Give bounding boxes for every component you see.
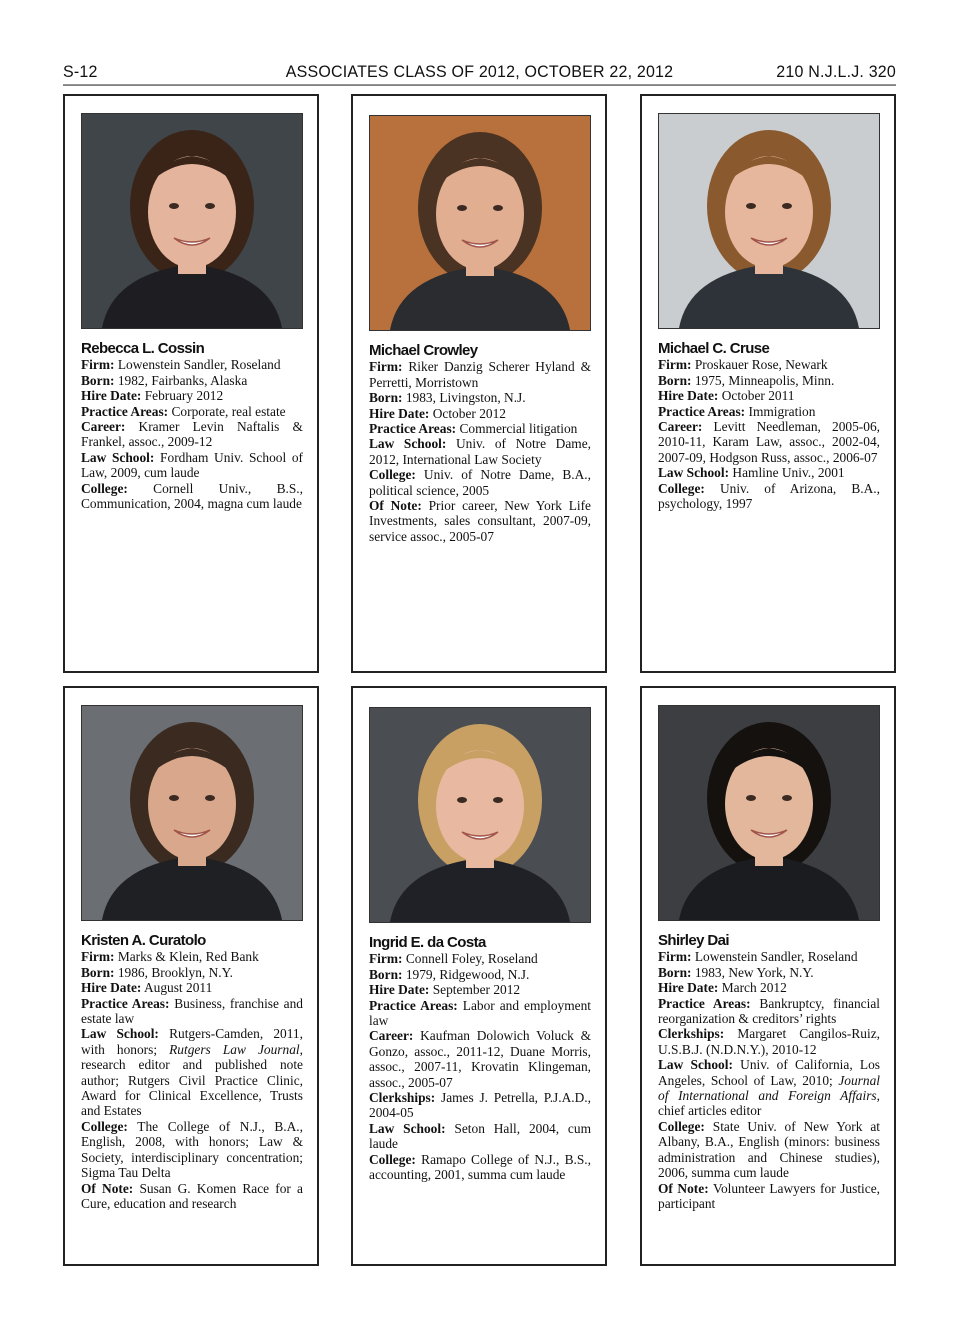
bio-field bbox=[369, 1028, 591, 1090]
field-label: Firm: bbox=[658, 949, 692, 965]
bio-field bbox=[81, 357, 303, 372]
field-value: The College of N.J., B.A., English, 2008, with honors; Law & Society, interdisciplinary concentration; Sigma Tau Delta bbox=[81, 1118, 303, 1181]
bio-field bbox=[81, 1119, 303, 1181]
field-label: Practice Areas: bbox=[81, 403, 169, 419]
field-value: Marks & Klein, Red Bank bbox=[117, 949, 259, 965]
field-value: Connell Foley, Roseland bbox=[405, 951, 538, 967]
field-label: Firm: bbox=[81, 949, 115, 965]
field-value: Corporate, real estate bbox=[171, 403, 286, 419]
associate-name: Ingrid E. da Costa bbox=[369, 934, 486, 951]
field-label: Born: bbox=[658, 372, 692, 388]
field-label: College: bbox=[658, 480, 705, 496]
field-label: Hire Date: bbox=[369, 405, 430, 421]
associate-bio bbox=[81, 341, 303, 511]
portrait-illustration bbox=[82, 706, 302, 920]
associate-photo bbox=[369, 115, 591, 331]
field-value: Bankruptcy, financial reorganization & creditors’ rights bbox=[658, 995, 880, 1027]
field-value: 1986, Brooklyn, N.Y. bbox=[117, 964, 233, 980]
associate-card bbox=[640, 94, 896, 673]
associate-bio bbox=[369, 343, 591, 544]
field-value: Levitt Needleman, 2005-06, 2010-11, Karam Law, assoc., 2002-04, 2007-09, Hodgson Russ, assoc., 2006-07 bbox=[658, 419, 880, 465]
portrait-illustration bbox=[370, 708, 590, 922]
field-label: Of Note: bbox=[658, 1180, 709, 1196]
field-value: Univ. of Arizona, B.A., psychology, 1997 bbox=[658, 480, 880, 512]
field-label: Hire Date: bbox=[81, 388, 142, 404]
bio-field bbox=[658, 388, 880, 403]
associate-name: Michael C. Cruse bbox=[658, 340, 770, 357]
associate-photo bbox=[658, 705, 880, 921]
bio-field bbox=[658, 357, 880, 372]
bio-field bbox=[658, 1181, 880, 1212]
field-label: Hire Date: bbox=[658, 388, 719, 404]
bio-field bbox=[81, 1026, 303, 1118]
field-value: August 2011 bbox=[143, 980, 213, 996]
field-label: Practice Areas: bbox=[81, 995, 170, 1011]
field-label: Clerkships: bbox=[369, 1090, 436, 1106]
journal-citation: 210 N.J.L.J. 320 bbox=[776, 63, 896, 82]
bio-field bbox=[658, 465, 880, 480]
field-label: Firm: bbox=[81, 357, 115, 373]
field-label: Practice Areas: bbox=[658, 995, 751, 1011]
field-value: February 2012 bbox=[144, 388, 224, 404]
field-label: Born: bbox=[369, 966, 403, 982]
field-label: Firm: bbox=[369, 951, 403, 967]
field-value: 1983, New York, N.Y. bbox=[694, 964, 814, 980]
bio-field bbox=[81, 949, 303, 964]
field-label: Law School: bbox=[81, 1026, 159, 1042]
field-label: College: bbox=[81, 1118, 128, 1134]
associate-card bbox=[63, 94, 319, 673]
bio-field bbox=[658, 419, 880, 465]
bio-field bbox=[658, 996, 880, 1027]
field-value: Lowenstein Sandler, Roseland bbox=[694, 949, 858, 965]
field-label: Hire Date: bbox=[369, 982, 430, 998]
field-label: Law School: bbox=[369, 436, 447, 452]
field-value: Kramer Levin Naftalis & Frankel, assoc., 2009-12 bbox=[81, 419, 303, 450]
bio-field bbox=[658, 949, 880, 964]
field-value: Ramapo College of N.J., B.S., accounting, 2001, summa cum laude bbox=[369, 1151, 591, 1183]
associate-bio bbox=[658, 341, 880, 511]
field-value: Proskauer Rose, Newark bbox=[694, 357, 828, 373]
field-value: Prior career, New York Life Investments, sales consultant, 2007-09, service assoc., 2005-07 bbox=[369, 498, 591, 544]
field-value: 1983, Livingston, N.J. bbox=[405, 390, 526, 406]
bio-field bbox=[658, 965, 880, 980]
associate-name: Michael Crowley bbox=[369, 342, 478, 359]
associate-name: Shirley Dai bbox=[658, 932, 729, 949]
associate-card bbox=[351, 94, 607, 673]
associate-name: Rebecca L. Cossin bbox=[81, 340, 205, 357]
field-value: James J. Petrella, P.J.A.D., 2004-05 bbox=[369, 1090, 591, 1121]
field-label: College: bbox=[369, 467, 416, 483]
bio-field bbox=[81, 481, 303, 512]
bio-field bbox=[369, 406, 591, 421]
field-value: Hamline Univ., 2001 bbox=[732, 465, 845, 481]
bio-field bbox=[81, 450, 303, 481]
field-value: October 2012 bbox=[432, 405, 506, 421]
field-label: Hire Date: bbox=[81, 980, 142, 996]
field-label: Firm: bbox=[658, 357, 692, 373]
bio-field bbox=[81, 1181, 303, 1212]
bio-field bbox=[369, 421, 591, 436]
bio-field bbox=[81, 404, 303, 419]
bio-field bbox=[81, 388, 303, 403]
field-value: 1982, Fairbanks, Alaska bbox=[117, 372, 248, 388]
field-value: 1975, Minneapolis, Minn. bbox=[694, 372, 835, 388]
field-label: Practice Areas: bbox=[369, 997, 458, 1013]
associate-bio bbox=[658, 933, 880, 1211]
associate-photo bbox=[369, 707, 591, 923]
associate-photo bbox=[658, 113, 880, 329]
associate-card bbox=[640, 686, 896, 1266]
associate-card bbox=[351, 686, 607, 1266]
bio-field bbox=[81, 373, 303, 388]
field-label: Law School: bbox=[81, 449, 155, 465]
bio-field bbox=[658, 1057, 880, 1119]
portrait-illustration bbox=[659, 706, 879, 920]
bio-field bbox=[658, 1026, 880, 1057]
field-label: Born: bbox=[81, 964, 115, 980]
field-value: Univ. of Notre Dame, B.A., political science, 2005 bbox=[369, 467, 591, 498]
field-label: Career: bbox=[658, 419, 703, 435]
bio-field bbox=[369, 1090, 591, 1121]
field-label: College: bbox=[369, 1151, 416, 1167]
field-value: September 2012 bbox=[432, 982, 521, 998]
field-value: State Univ. of New York at Albany, B.A., English (minors: business administration and Chinese studies), 2006, summa cum laude bbox=[658, 1118, 880, 1181]
field-label: Hire Date: bbox=[658, 980, 719, 996]
field-label: Clerkships: bbox=[658, 1026, 725, 1042]
field-label: Law School: bbox=[369, 1120, 446, 1136]
portrait-illustration bbox=[82, 114, 302, 328]
bio-field bbox=[81, 980, 303, 995]
associate-bio bbox=[81, 933, 303, 1211]
bio-field bbox=[369, 967, 591, 982]
associate-photo bbox=[81, 705, 303, 921]
bio-field bbox=[369, 467, 591, 498]
field-value: Volunteer Lawyers for Justice, participant bbox=[658, 1180, 881, 1211]
field-label: Firm: bbox=[369, 359, 403, 375]
bio-field bbox=[369, 436, 591, 467]
page-title: ASSOCIATES CLASS OF 2012, OCTOBER 22, 2012 bbox=[285, 63, 674, 82]
field-value: Margaret Cangilos-Ruiz, U.S.B.J. (N.D.N.Y.), 2010-12 bbox=[658, 1026, 880, 1057]
field-label: Born: bbox=[369, 390, 403, 406]
field-value: Susan G. Komen Race for a Cure, education and research bbox=[81, 1180, 303, 1211]
field-label: Of Note: bbox=[369, 498, 422, 514]
field-label: Career: bbox=[369, 1028, 414, 1044]
field-label: Practice Areas: bbox=[658, 403, 746, 419]
field-value: Univ. of California, Los Angeles, School of Law, 2010; bbox=[658, 1057, 880, 1088]
associate-card bbox=[63, 686, 319, 1266]
page-header bbox=[63, 61, 896, 85]
field-italic: Journal of International and Foreign Affairs bbox=[658, 1072, 880, 1104]
field-value: Seton Hall, 2004, cum laude bbox=[369, 1120, 591, 1152]
bio-field bbox=[81, 419, 303, 450]
bio-field bbox=[658, 404, 880, 419]
field-value: Fordham Univ. School of Law, 2009, cum laude bbox=[81, 449, 303, 481]
field-label: Practice Areas: bbox=[369, 421, 457, 437]
field-label: Born: bbox=[658, 964, 692, 980]
field-label: Law School: bbox=[658, 1057, 733, 1073]
bio-field bbox=[81, 965, 303, 980]
associate-name: Kristen A. Curatolo bbox=[81, 932, 206, 949]
bio-field bbox=[369, 1152, 591, 1183]
bio-field bbox=[369, 359, 591, 390]
field-value: 1979, Ridgewood, N.J. bbox=[405, 966, 530, 982]
field-label: College: bbox=[658, 1118, 705, 1134]
field-label: Career: bbox=[81, 419, 126, 435]
bio-field bbox=[369, 982, 591, 997]
field-value-continued: , chief articles editor bbox=[658, 1088, 880, 1119]
field-value: Commercial litigation bbox=[459, 421, 578, 437]
bio-field bbox=[369, 1121, 591, 1152]
bio-field bbox=[369, 498, 591, 544]
field-value: Immigration bbox=[748, 403, 816, 419]
bio-field bbox=[658, 373, 880, 388]
field-label: Born: bbox=[81, 372, 115, 388]
portrait-illustration bbox=[370, 116, 590, 330]
field-value: Kaufman Dolowich Voluck & Gonzo, assoc., 2011-12, Duane Morris, assoc., 2007-11, Krovatin Klingeman, assoc., 2005-07 bbox=[369, 1028, 591, 1090]
bio-field bbox=[369, 998, 591, 1029]
field-value-continued: , research editor and published note author; Rutgers Civil Practice Clinic, Award for Clinical Excellence, Trusts and Estates bbox=[81, 1041, 303, 1119]
field-value: Riker Danzig Scherer Hyland & Perretti, Morristown bbox=[369, 359, 591, 390]
field-label: College: bbox=[81, 480, 128, 496]
field-value: Lowenstein Sandler, Roseland bbox=[117, 357, 281, 373]
bio-field bbox=[81, 996, 303, 1027]
field-italic: Rutgers Law Journal bbox=[169, 1041, 300, 1057]
associate-photo bbox=[81, 113, 303, 329]
field-label: Law School: bbox=[658, 465, 730, 481]
portrait-illustration bbox=[659, 114, 879, 328]
field-value: October 2011 bbox=[721, 388, 795, 404]
bio-field bbox=[658, 980, 880, 995]
bio-field bbox=[369, 951, 591, 966]
bio-field bbox=[658, 481, 880, 512]
bio-field bbox=[369, 390, 591, 405]
field-label: Of Note: bbox=[81, 1180, 134, 1196]
field-value: Business, franchise and estate law bbox=[81, 995, 303, 1027]
field-value: Labor and employment law bbox=[369, 997, 591, 1029]
field-value: Univ. of Notre Dame, 2012, International Law Society bbox=[369, 436, 592, 467]
bio-field bbox=[658, 1119, 880, 1181]
field-value: Cornell Univ., B.S., Communication, 2004, magna cum laude bbox=[81, 480, 303, 512]
field-value: Rutgers-Camden, 2011, with honors; bbox=[81, 1026, 303, 1057]
page-number: S-12 bbox=[63, 63, 98, 82]
field-value: March 2012 bbox=[721, 980, 787, 996]
associate-bio bbox=[369, 935, 591, 1183]
